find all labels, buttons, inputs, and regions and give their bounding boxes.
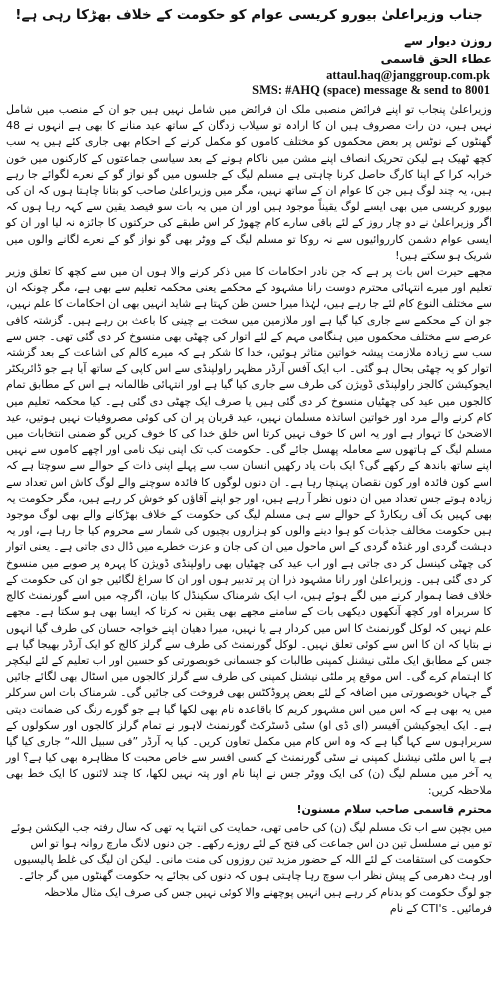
author-email: attaul.haq@janggroup.com.pk — [326, 68, 490, 82]
letter-salutation: محترم قاسمی صاحب سلام مسنون! — [296, 802, 492, 816]
article-body — [6, 102, 492, 799]
headline: جناب وزیراعلیٰ بیورو کریسی عوام کو حکومت کے خلاف بھڑکا رہی ہے! — [15, 7, 483, 23]
column-name: روزن دیوار سے — [404, 34, 492, 48]
column-info — [6, 32, 492, 68]
letter-text: میں بچپن سے اب تک مسلم لیگ (ن) کی حامی تھی، حمایت کی انتہا یہ تھی کہ سال رفتہ جب الیکشن ہوئے تو میں نے مسلسل تین دن اس جماعت کی فتح کے لئے روزے رکھے۔ جن دنوں لانگ مارچ روانہ ہوا تو اس حکومت کی استقامت کے لئے اللہ کے حضور مزید تین روزوں کی منت مانی۔ لیکن ان لیگ کی غلط پالیسیوں اور ہٹ دھرمی کے پیش نظر اب سوچ رہا چاہتی ہوں کہ دنوں کی بجائے یہ حکومت گھنٹوں میں گر جائے۔ جو لوگ حکومت کو بدنام کر رہے ہیں انہیں پوچھنے والا کوئی نہیں جس کی صرف ایک مثال ملاحظہ فرمائیں۔ CTI's کے نام — [10, 820, 492, 915]
paragraph: مجھے حیرت اس بات پر ہے کہ جن نادر احکامات کا میں ذکر کرنے والا ہوں ان میں سے کچھ کا تعلق وزیر تعلیم اور میرے انتہائی محترم دوست رانا مشہود کے محکمے یعنی محکمہ تعلیم سے بھی ہے، مگر چونکہ ان سے مختلف النوع کام لئے جا رہے ہیں، لہٰذا میرا حسن ظن کہتا ہے شاید انہیں بھی ان احکامات کا علم نہیں، جو ان کے محکمے سے جاری کیا گیا ہے اور ملازمین میں سخت بے چینی کا باعث بن رہے ہیں۔ گزشتہ کافی عرصے سے مختلف محکموں میں ہنگامی مہم کے لئے اتوار کی چھٹی بھی منسوخ کر دی گئی تھی۔ جس سے سب سے زیادہ ملازمت پیشہ خواتین متاثر ہوئیں، خدا کا شکر ہے کہ میرے کالم کی اشاعت کے بعد گزشتہ اتوار کو یہ چھٹی بحال ہو گئی۔ اب ایک آفس آرڈر مظہر راولپنڈی سے اس کاپی کے ساتھ آیا ہے جو ڈائریکٹر ایجوکیشن کالجز راولپنڈی ڈویژن کی طرف سے جاری کیا گیا ہے اور انتہائی ظالمانہ ہے اس کے مطابق تمام کالجوں میں عید کی چھٹیاں منسوخ کر دی گئی ہیں یا صرف ایک چھٹی دی گئی ہے۔ کیا محکمہ تعلیم میں کام کرنے والے مرد اور خواتین اساتذہ مسلمان نہیں، عید قربان پر ان کی کوئی مصروفیات نہیں ہوتیں، عید الاضحیٰ کا تہوار ہے اور یہ اس کا خوف نہیں کرتا اس خلق خدا کی کا خوف کریں گو ضمنی انتخابات میں مسلم لیگ کے ہاتھوں سے معاملہ پھسل جائے گی۔ حکومت کب تک اپنی نیک نامی اور اچھے کاموں سے نہیں اپنے ساتھ باندھ کے رکھے گی؟ ایک بات یاد رکھیں انسان سب سے پہلے اپنی ذات کے حوالے سے سوچتا ہے کہ اسے کون فائدہ اور کون نقصان پہنچا رہا ہے۔ ان دنوں لوگوں کا فائدہ سوچنے والے لوگ کاش اس تعداد سے زیادہ ہوتے جس تعداد میں ان دنوں نظر آ رہے ہیں، اور جو اپنے آقاؤں کو خوش کر رہے ہیں، مگر حکومت یہ بھی کہیں بک آف ریکارڈ کے حوالے سے ہی مسلم لیگ کی حکومت کے خلاف بھڑکانے والے بھی لوگ موجود ہیں حکومت مخالف جذبات کو ہوا دینے والوں کو ہزاروں بچیوں کی شمار سے محروم کیا جا رہا ہے، اور یہ دہشت گردی اور غنڈہ گردی کے اس ماحول میں ان کی جان و عزت خطرے میں ڈال دی جاتی ہے۔ یعنی اتوار کی چھٹی کینسل کر دی جاتی ہے اور اب عید کی چھٹیاں بھی راولپنڈی ڈویژن کا پہرہ پر صوبے میں منسوخ کر دی گئی ہیں۔ وزیراعلیٰ اور رانا مشہود ذرا ان پر تدبیر ہوں اور ان کا سراغ لگائیں جو ان کی حکومت کے خلاف فضا ہموار کرنے میں لگے ہوئے ہیں، اب ایک شرمناک سکینڈل کا بیان، اگرچہ میں اسے گورنمنٹ کالج کا سربراہ اور کچھ آنکھوں دیکھی بات کے سامنے مجھے بھی یقین نہ کرتا کہ ایسا بھی ہو سکتا ہے۔ مجھے علم نہیں کہ لوکل گورنمنٹ کا اس میں کردار ہے یا نہیں، میرا دھیان اپنے خواجہ حسان کی طرف گیا انہوں نے بتایا کہ ان کا اس سے کوئی تعلق نہیں۔ لوکل گورنمنٹ کی طرف سے گرلز کالج کو ایک آرڈر بھیجا گیا ہے جس کے مطابق ایک ملٹی نیشنل کمپنی طالبات کو جسمانی خوبصورتی کو حسین اور اب تعلیم کے لئے لیکچر کا اہتمام کرے گی۔ اس موقع پر ملٹی نیشنل کمپنی کی طرف سے گرلز کالجوں میں اسٹال بھی لگائے جائیں گے جہاں خوبصورتی میں اضافہ کے لئے بعض پروڈکٹس بھی فروخت کی جائیں گی۔ شرمناک بات اس سرکلر میں یہ بھی ہے کہ اس میں اس مشہور کریم کا باقاعدہ نام بھی لکھا گیا ہے جو گورے رنگ کی ضمانت دیتی ہے۔ ایک ایجوکیشن آفیسر (ای ڈی او) سٹی ڈسٹرکٹ گورنمنٹ لاہور نے تمام گرلز کالجوں اور سکولوں کے سربراہوں سے کہا گیا ہے کہ وہ اس کام میں مکمل تعاون کریں۔ کیا یہ آرڈر ”فی سبیل اللہ“ جاری کیا گیا ہے یا اس ملٹی نیشنل کمپنی نے سٹی گورنمنٹ کے کسی افسر سے خاص محبت کا مظاہرہ بھی کیا ہے؟ اور یہ آخر میں مسلم لیگ (ن) کی ایک ووٹر جس نے اپنا نام اور پتہ نہیں لکھا، کا چند لائنوں کا ایک خط بھی ملاحظہ کریں: — [6, 265, 492, 797]
author-name: عطاء الحق قاسمی — [380, 52, 492, 66]
paragraph: وزیراعلیٰ پنجاب تو اپنے فرائض منصبی ملک ان فرائض میں شامل نہیں ہیں جو ان کے منصب میں شامل نہیں ہیں، دن رات مصروف ہیں ان کا ارادہ تو سیلاب زدگان کے ساتھ عید منانے کا بھی ہے انہوں نے 48 گھنٹوں کے نوٹس پر بعض محکموں کو مختلف کاموں کو مکمل کرنے کے احکام بھی جاری کئے ہیں یہ سب کچھ ٹھیک ہے لیکن تحریک انصاف اپنے مشن میں ناکام ہونے کے بعد سیاسی جماعتوں کے کارکنوں میں خون خرابہ کرا کے اپنا کارگ حاصل کرنا چاہتی ہے مسلم لیگ کے جلسوں میں گو نواز گو کے نعرے لگوائے جا رہے ہیں، یہ چند لوگ ہیں جن کا عوام ان کے ساتھ نہیں، مگر میں وزیراعلیٰ صاحب کو بتانا چاہتا ہوں کہ ان کی بیورو کریسی میں بھی ایسے لوگ یقیناً موجود ہیں اور ان میں یہ بات سو فیصد یقین سے کہہ رہا ہوں کہ اگر وزیراعلیٰ نے دو چار روز کے لئے باقی سارے کام چھوڑ کر اس طبقے کی حرکتوں کا جائزہ نہ لیا اور ان کو ایسی عوام دشمن کارروائیوں سے نہ روکا تو مسلم لیگ کے ووٹر بھی گو نواز گو کے نعرے لگانے والوں میں شریک ہو سکتے ہیں! — [6, 103, 492, 262]
sms-info: SMS: #AHQ (space) message & send to 8001 — [252, 83, 490, 97]
